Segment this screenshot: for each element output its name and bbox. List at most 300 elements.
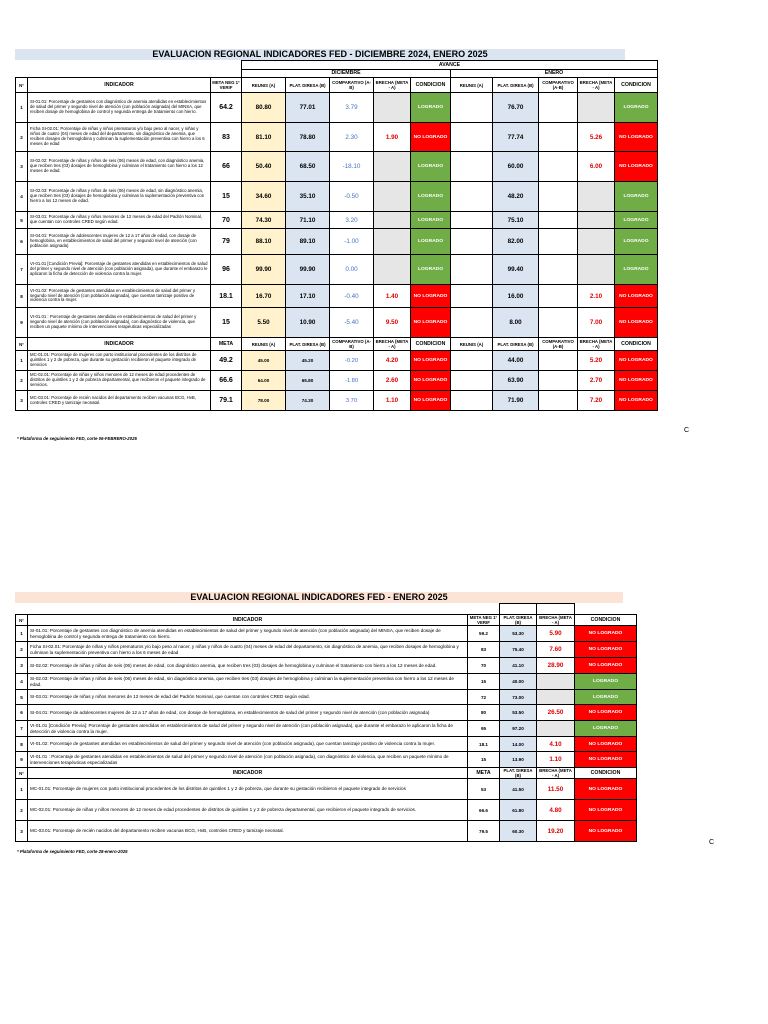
indicator-text: VI-01.01 : Porcentaje de gestantes atendidas en establecimientos de salud del primer y segundo nivel de atención (con población asignada), con diagnóstico de violencia, que reciben un paquete mínimo de intervenciones terapéuticas especializadas — [28, 308, 211, 338]
plat-dic-value: 68.50 — [286, 152, 330, 182]
report1-side-mark: C — [684, 427, 690, 434]
indicator-text: SI-03.01: Porcentaje de niñas y niños menores de 12 meses de edad del Padrón Nominal, que cuentan con controles CRED según edad. — [28, 212, 211, 229]
comp-dic-value: 3.79 — [330, 93, 374, 123]
comp-dic-value: 3.20 — [330, 212, 374, 229]
condition-dic-badge: NO LOGRADO — [411, 371, 451, 391]
plat-dic-value: 74.30 — [286, 391, 330, 411]
brecha-ene-value: 2.10 — [578, 285, 615, 308]
row-number: 2 — [16, 642, 28, 658]
col2-indicador-2: INDICADOR — [28, 768, 468, 779]
condition-badge: NO LOGRADO — [575, 705, 637, 721]
plat-dic-value: 71.10 — [286, 212, 330, 229]
condition-dic-badge: LOGRADO — [411, 255, 451, 285]
comp-dic-value: -0.50 — [330, 182, 374, 212]
brecha-value: 4.80 — [537, 800, 575, 821]
reunis-ene-value — [451, 371, 493, 391]
row-number: 9 — [16, 308, 28, 338]
table-row — [16, 212, 658, 229]
reunis-dic-value: 45.00 — [242, 351, 286, 371]
col-plat-ene-2: PLAT. DIRESA (B) — [493, 338, 539, 351]
brecha-ene-value: 2.70 — [578, 371, 615, 391]
plat-value: 60.30 — [500, 821, 537, 842]
meta-value: 18.1 — [211, 285, 242, 308]
row-number: 3 — [16, 391, 28, 411]
row-number: 6 — [16, 229, 28, 255]
row-number: 1 — [16, 779, 28, 800]
col-n: N° — [16, 78, 28, 93]
row-number: 3 — [16, 152, 28, 182]
comp-ene-value — [539, 152, 578, 182]
plat-dic-value: 45.20 — [286, 351, 330, 371]
brecha-dic-value: 1.90 — [374, 123, 411, 152]
reunis-dic-value: 74.30 — [242, 212, 286, 229]
reunis-ene-value — [451, 212, 493, 229]
plat-ene-value: 71.90 — [493, 391, 539, 411]
table-row — [16, 308, 658, 338]
plat-ene-value: 75.10 — [493, 212, 539, 229]
comp-dic-value: -5.40 — [330, 308, 374, 338]
condition-ene-badge: NO LOGRADO — [615, 285, 658, 308]
plat-ene-value: 16.00 — [493, 285, 539, 308]
meta-value: 15 — [468, 752, 500, 768]
row-number: 4 — [16, 182, 28, 212]
comp-dic-value: -1.00 — [330, 229, 374, 255]
reunis-dic-value: 80.80 — [242, 93, 286, 123]
col-reunis-dic-2: REUNIS (A) — [242, 338, 286, 351]
col2-cond: CONDICION — [575, 615, 637, 626]
report2-footnote: * Plataforma de seguimiento FED, corte 28-enero-2025 — [17, 849, 128, 854]
row-number: 1 — [16, 93, 28, 123]
condition-badge: NO LOGRADO — [575, 737, 637, 752]
meta-value: 66.6 — [211, 371, 242, 391]
row-number: 6 — [16, 705, 28, 721]
col2-plat-2: PLAT. DIRESA (B) — [500, 768, 537, 779]
col-indicador: INDICADOR — [28, 78, 211, 93]
brecha-value: 5.90 — [537, 626, 575, 642]
condition-dic-badge: LOGRADO — [411, 229, 451, 255]
brecha-dic-value — [374, 229, 411, 255]
meta-value: 64.2 — [211, 93, 242, 123]
table-row — [16, 391, 658, 411]
reunis-ene-value — [451, 391, 493, 411]
condition-ene-badge: LOGRADO — [615, 182, 658, 212]
col-comp-dic-2: COMPARATIVO (A-B) — [330, 338, 374, 351]
meta-value: 15 — [468, 674, 500, 690]
brecha-value: 26.50 — [537, 705, 575, 721]
condition-dic-badge: LOGRADO — [411, 182, 451, 212]
brecha-value — [537, 721, 575, 737]
table-row — [16, 182, 658, 212]
brecha-dic-value: 4.20 — [374, 351, 411, 371]
reunis-ene-value — [451, 351, 493, 371]
brecha-ene-value: 7.00 — [578, 308, 615, 338]
reunis-ene-value — [451, 152, 493, 182]
table-row — [16, 779, 637, 800]
meta-value: 83 — [468, 642, 500, 658]
brecha-value — [537, 674, 575, 690]
meta-value: 53 — [468, 779, 500, 800]
condition-ene-badge: LOGRADO — [615, 255, 658, 285]
row-number: 4 — [16, 674, 28, 690]
table-row — [16, 626, 637, 642]
indicator-text: SI-02.02: Porcentaje de niñas y niños de seis (06) meses de edad, con diagnóstico anemia, que reciben tres (03) dosajes de hemoglobina y culminan el tratamiento con hierro a los 12 meses de edad. — [28, 152, 211, 182]
brecha-dic-value — [374, 152, 411, 182]
col2-meta: META NEG 1° VERIF — [468, 615, 500, 626]
row-number: 7 — [16, 721, 28, 737]
indicator-text: VI-01.01 : Porcentaje de gestantes atendidas en establecimientos de salud del primer y segundo nivel de atención (con población asignada), con diagnóstico de violencia, que reciben un paquete mínimo de intervenciones terapéuticas especializadas — [28, 752, 468, 768]
table-row — [16, 123, 658, 152]
comp-ene-value — [539, 182, 578, 212]
plat-value: 13.90 — [500, 752, 537, 768]
reunis-dic-value: 5.50 — [242, 308, 286, 338]
plat-value: 73.00 — [500, 690, 537, 705]
condition-ene-badge: NO LOGRADO — [615, 123, 658, 152]
col2-meta-2: META — [468, 768, 500, 779]
brecha-ene-value — [578, 93, 615, 123]
meta-value: 72 — [468, 690, 500, 705]
brecha-ene-value — [578, 212, 615, 229]
condition-ene-badge: LOGRADO — [615, 212, 658, 229]
plat-value: 14.00 — [500, 737, 537, 752]
plat-value: 41.50 — [500, 779, 537, 800]
reunis-dic-value: 64.00 — [242, 371, 286, 391]
plat-dic-value: 99.90 — [286, 255, 330, 285]
condition-badge: NO LOGRADO — [575, 658, 637, 674]
condition-dic-badge: LOGRADO — [411, 212, 451, 229]
brecha-ene-value: 6.00 — [578, 152, 615, 182]
col-brecha-ene-2: BRECHA (META - A) — [578, 338, 615, 351]
table-row — [16, 229, 658, 255]
plat-dic-value: 35.10 — [286, 182, 330, 212]
reunis-ene-value — [451, 308, 493, 338]
meta-value: 70 — [211, 212, 242, 229]
comp-dic-value: 2.30 — [330, 123, 374, 152]
table-row — [16, 371, 658, 391]
condition-badge: NO LOGRADO — [575, 642, 637, 658]
condition-ene-badge: NO LOGRADO — [615, 308, 658, 338]
indicator-text: MC-01.01: Porcentaje de mujeres con parto institucional procedentes de los distritos de quintiles 1 y 2 de pobreza, que durante su gestación recibieron el paquete integrado de servicios — [28, 779, 468, 800]
plat-dic-value: 17.10 — [286, 285, 330, 308]
condition-badge: NO LOGRADO — [575, 752, 637, 768]
brecha-ene-value — [578, 229, 615, 255]
plat-value: 61.80 — [500, 800, 537, 821]
comp-dic-value: -18.10 — [330, 152, 374, 182]
indicator-text: SI-02.03: Porcentaje de niñas y niños de seis (06) meses de edad, sin diagnóstico anemia, que reciben tres (03) dosajes de hemoglobina y culminan la suplementación preventiva con hierro a los 12 meses de edad. — [28, 182, 211, 212]
report1-table-wrap — [15, 60, 658, 411]
plat-ene-value: 77.74 — [493, 123, 539, 152]
report2-table — [15, 603, 637, 842]
indicator-text: SI-02.03: Porcentaje de niñas y niños de seis (06) meses de edad, sin diagnóstico anemia, que reciben tres (03) dosajes de hemoglobina y culminan la suplementación preventiva con hierro a los 12 meses de edad. — [28, 674, 468, 690]
col-n-2: N° — [16, 338, 28, 351]
brecha-value: 28.90 — [537, 658, 575, 674]
brecha-value: 11.50 — [537, 779, 575, 800]
reunis-dic-value: 78.00 — [242, 391, 286, 411]
meta-value: 66.6 — [468, 800, 500, 821]
condition-dic-badge: LOGRADO — [411, 152, 451, 182]
plat-ene-value: 99.40 — [493, 255, 539, 285]
plat-dic-value: 65.80 — [286, 371, 330, 391]
plat-value: 53.30 — [500, 626, 537, 642]
condition-dic-badge: NO LOGRADO — [411, 308, 451, 338]
indicator-text: SI-01.01: Porcentaje de gestantes con diagnóstico de anemia atendidas en establecimientos de salud del primer y segundo nivel de atención (con población asignada) del MINSA, que reciben dosaje de hemoglobina de control y segunda entrega de tratamiento con hierro. — [28, 626, 468, 642]
indicator-text: MC-02.01: Porcentaje de niñas y niños menores de 12 meses de edad procedentes de distritos de quintiles 1 y 2 de pobreza departamental, que recibieron el paquete integrado de servicios. — [28, 800, 468, 821]
meta-value: 83 — [211, 123, 242, 152]
report2-table-wrap — [15, 603, 637, 842]
indicator-text: SI-03.01: Porcentaje de niñas y niños menores de 12 meses de edad del Padrón Nominal, que cuentan con controles CRED según edad. — [28, 690, 468, 705]
report1-title: EVALUACION REGIONAL INDICADORES FED - DICIEMBRE 2024, ENERO 2025 — [15, 49, 625, 60]
col2-cond-2: CONDICION — [575, 768, 637, 779]
meta-value: 80 — [468, 705, 500, 721]
table-row — [16, 658, 637, 674]
plat-ene-value: 60.00 — [493, 152, 539, 182]
brecha-dic-value — [374, 182, 411, 212]
condition-ene-badge: NO LOGRADO — [615, 152, 658, 182]
comp-ene-value — [539, 391, 578, 411]
comp-ene-value — [539, 285, 578, 308]
plat-dic-value: 77.01 — [286, 93, 330, 123]
indicator-text: VI-01.01 [Condición Previa]: Porcentaje de gestantes atendidas en establecimientos de salud del primer y segundo nivel de atención (con población asignada), que durante el embarazo le aplicaron la ficha de detección de violencia contra la mujer. — [28, 255, 211, 285]
col-plat-dic-2: PLAT. DIRESA (B) — [286, 338, 330, 351]
comp-dic-value: 3.70 — [330, 391, 374, 411]
plat-ene-value: 63.90 — [493, 371, 539, 391]
table-row — [16, 351, 658, 371]
table-row — [16, 737, 637, 752]
condition-badge: NO LOGRADO — [575, 779, 637, 800]
avance-header: AVANCE — [242, 61, 658, 70]
condition-ene-badge: NO LOGRADO — [615, 351, 658, 371]
indicator-text: SI-02.02: Porcentaje de niñas y niños de seis (06) meses de edad, con diagnóstico anemia, que reciben tres (03) dosajes de hemoglobina y culminan el tratamiento con hierro a los 12 meses de edad. — [28, 658, 468, 674]
condition-dic-badge: LOGRADO — [411, 93, 451, 123]
reunis-ene-value — [451, 229, 493, 255]
plat-ene-value: 48.20 — [493, 182, 539, 212]
meta-value: 49.2 — [211, 351, 242, 371]
brecha-dic-value — [374, 212, 411, 229]
row-number: 2 — [16, 800, 28, 821]
reunis-dic-value: 99.90 — [242, 255, 286, 285]
table-row — [16, 255, 658, 285]
reunis-ene-value — [451, 285, 493, 308]
plat-value: 75.40 — [500, 642, 537, 658]
meta-value: 18.1 — [468, 737, 500, 752]
col-plat-ene: PLAT. DIRESA (B) — [493, 78, 539, 93]
col2-indicador: INDICADOR — [28, 615, 468, 626]
row-number: 3 — [16, 821, 28, 842]
condition-ene-badge: NO LOGRADO — [615, 371, 658, 391]
table-row — [16, 705, 637, 721]
report1-table — [15, 60, 658, 411]
table-row — [16, 800, 637, 821]
condition-badge: LOGRADO — [575, 674, 637, 690]
row-number: 1 — [16, 626, 28, 642]
plat-value: 53.50 — [500, 705, 537, 721]
col-reunis-dic: REUNIS (A) — [242, 78, 286, 93]
reunis-ene-value — [451, 182, 493, 212]
row-number: 5 — [16, 690, 28, 705]
brecha-ene-value: 7.20 — [578, 391, 615, 411]
row-number: 2 — [16, 371, 28, 391]
brecha-value: 1.10 — [537, 752, 575, 768]
col-indicador-2: INDICADOR — [28, 338, 211, 351]
brecha-ene-value — [578, 255, 615, 285]
table-row — [16, 93, 658, 123]
condition-badge: NO LOGRADO — [575, 821, 637, 842]
plat-dic-value: 78.80 — [286, 123, 330, 152]
comp-dic-value: 0.00 — [330, 255, 374, 285]
row-number: 7 — [16, 255, 28, 285]
brecha-value — [537, 690, 575, 705]
brecha-dic-value: 1.40 — [374, 285, 411, 308]
plat-dic-value: 10.90 — [286, 308, 330, 338]
col-cond-ene-2: CONDICION — [615, 338, 658, 351]
table-row — [16, 285, 658, 308]
plat-value: 97.20 — [500, 721, 537, 737]
indicator-text: MC-01.01: Porcentaje de mujeres con parto institucional procedentes de los distritos de quintiles 1 y 2 de pobreza, que durante su gestación recibieron el paquete integrado de servicios — [28, 351, 211, 371]
col-comp-dic: COMPARATIVO (A-B) — [330, 78, 374, 93]
indicator-text: MC-02.01: Porcentaje de niñas y niños menores de 12 meses de edad procedentes de distritos de quintiles 1 y 2 de pobreza departamental, que recibieron el paquete integrado de servicios. — [28, 371, 211, 391]
month-ene-header: ENERO — [451, 70, 658, 78]
report1-footnote: * Plataforma de seguimiento FED, corte 06-FEBRERO-2025 — [17, 436, 137, 441]
report2-title: EVALUACION REGIONAL INDICADORES FED - ENERO 2025 — [15, 592, 623, 603]
comp-dic-value: -0.40 — [330, 285, 374, 308]
row-number: 3 — [16, 658, 28, 674]
col-reunis-ene-2: REUNIS (A) — [451, 338, 493, 351]
col-reunis-ene: REUNIS (A) — [451, 78, 493, 93]
brecha-value: 19.20 — [537, 821, 575, 842]
table-row — [16, 152, 658, 182]
col-meta-2: META — [211, 338, 242, 351]
condition-dic-badge: NO LOGRADO — [411, 351, 451, 371]
col2-plat: PLAT. DIRESA (B) — [500, 615, 537, 626]
table-row — [16, 690, 637, 705]
reunis-dic-value: 16.70 — [242, 285, 286, 308]
report2-side-mark: C — [709, 839, 715, 846]
row-number: 1 — [16, 351, 28, 371]
reunis-dic-value: 34.60 — [242, 182, 286, 212]
condition-dic-badge: NO LOGRADO — [411, 391, 451, 411]
condition-ene-badge: LOGRADO — [615, 229, 658, 255]
brecha-dic-value — [374, 93, 411, 123]
row-number: 8 — [16, 285, 28, 308]
brecha-value: 4.10 — [537, 737, 575, 752]
condition-badge: NO LOGRADO — [575, 800, 637, 821]
comp-dic-value: -0.20 — [330, 351, 374, 371]
col-brecha-dic: BRECHA (META - A) — [374, 78, 411, 93]
col2-n-2: N° — [16, 768, 28, 779]
condition-dic-badge: NO LOGRADO — [411, 123, 451, 152]
col-brecha-dic-2: BRECHA (META - A) — [374, 338, 411, 351]
comp-ene-value — [539, 93, 578, 123]
condition-dic-badge: NO LOGRADO — [411, 285, 451, 308]
table-row — [16, 721, 637, 737]
reunis-ene-value — [451, 123, 493, 152]
indicator-text: MC-03.01: Porcentaje de recién nacidos del departamento reciben vacunas BCG, HvB, controles CRED y tamizaje neonatal. — [28, 821, 468, 842]
row-number: 8 — [16, 737, 28, 752]
indicator-text: MC-03.01: Porcentaje de recién nacidos del departamento reciben vacunas BCG, HvB, controles CRED y tamizaje neonatal. — [28, 391, 211, 411]
indicator-text: VI-01.02: Porcentaje de gestantes atendidas en establecimientos de salud del primer y segundo nivel de atención (con población asignada), que cuentan tamizaje positivo de violencia contra la mujer. — [28, 285, 211, 308]
table-row — [16, 674, 637, 690]
brecha-dic-value: 2.60 — [374, 371, 411, 391]
indicator-text: VI-01.01 [Condición Previa]: Porcentaje de gestantes atendidas en establecimientos de salud del primer y segundo nivel de atención (con población asignada), que durante el embarazo le aplicaron la ficha de detección de violencia contra la mujer. — [28, 721, 468, 737]
col-cond-ene: CONDICION — [615, 78, 658, 93]
col-comp-ene-2: COMPARATIVO (A-B) — [539, 338, 578, 351]
indicator-text: SI-04.01: Porcentaje de adolescentes mujeres de 12 a 17 años de edad, con dosaje de hemoglobina, en establecimientos de salud del primer y segundo nivel de atención (con población asignada) — [28, 705, 468, 721]
comp-ene-value — [539, 123, 578, 152]
brecha-dic-value — [374, 255, 411, 285]
col2-brecha-2: BRECHA (META - A) — [537, 768, 575, 779]
meta-value: 15 — [211, 182, 242, 212]
condition-badge: LOGRADO — [575, 690, 637, 705]
brecha-value: 7.60 — [537, 642, 575, 658]
meta-value: 59.2 — [468, 626, 500, 642]
condition-ene-badge: NO LOGRADO — [615, 391, 658, 411]
col-brecha-ene: BRECHA (META - A) — [578, 78, 615, 93]
plat-value: 40.00 — [500, 674, 537, 690]
table-row — [16, 752, 637, 768]
indicator-text: VI-01.02: Porcentaje de gestantes atendidas en establecimientos de salud del primer y segundo nivel de atención (con población asignada), que cuentan tamizaje positivo de violencia contra la mujer. — [28, 737, 468, 752]
comp-ene-value — [539, 351, 578, 371]
brecha-dic-value: 1.10 — [374, 391, 411, 411]
meta-value: 79 — [211, 229, 242, 255]
plat-ene-value: 76.70 — [493, 93, 539, 123]
comp-ene-value — [539, 371, 578, 391]
comp-ene-value — [539, 308, 578, 338]
plat-dic-value: 89.10 — [286, 229, 330, 255]
indicator-text: SI-04.01: Porcentaje de adolescentes mujeres de 12 a 17 años de edad, con dosaje de hemoglobina, en establecimientos de salud del primer y segundo nivel de atención (con población asignada) — [28, 229, 211, 255]
row-number: 9 — [16, 752, 28, 768]
brecha-ene-value: 5.20 — [578, 351, 615, 371]
plat-ene-value: 82.00 — [493, 229, 539, 255]
col2-n: N° — [16, 615, 28, 626]
plat-value: 41.10 — [500, 658, 537, 674]
condition-badge: NO LOGRADO — [575, 626, 637, 642]
table-row — [16, 821, 637, 842]
condition-badge: LOGRADO — [575, 721, 637, 737]
month-dic-header: DICIEMBRE — [242, 70, 451, 78]
meta-value: 79.5 — [468, 821, 500, 842]
comp-ene-value — [539, 229, 578, 255]
table-row — [16, 642, 637, 658]
col-comp-ene: COMPARATIVO (A-B) — [539, 78, 578, 93]
col-cond-dic: CONDICION — [411, 78, 451, 93]
indicator-text: Ficha SI-02.01: Porcentaje de niñas y niños prematuros y/o bajo peso al nacer, y niñas y niños de cuatro (04) meses de edad del departamento, sin diagnóstico de anemia, que reciben dosajes de hemoglobina y culminan la suplementación preventiva con hierro a los 6 meses de edad — [28, 123, 211, 152]
indicator-text: Ficha SI-02.01: Porcentaje de niñas y niños prematuros y/o bajo peso al nacer, y niñas y niños de cuatro (04) meses de edad del departamento, sin diagnóstico de anemia, que reciben dosajes de hemoglobina y culminan la suplementación preventiva con hierro a los 6 meses de edad — [28, 642, 468, 658]
meta-value: 70 — [468, 658, 500, 674]
meta-value: 95 — [468, 721, 500, 737]
reunis-dic-value: 81.10 — [242, 123, 286, 152]
comp-ene-value — [539, 212, 578, 229]
reunis-ene-value — [451, 255, 493, 285]
reunis-dic-value: 88.10 — [242, 229, 286, 255]
row-number: 5 — [16, 212, 28, 229]
col-cond-dic-2: CONDICION — [411, 338, 451, 351]
brecha-ene-value: 5.26 — [578, 123, 615, 152]
comp-ene-value — [539, 255, 578, 285]
brecha-dic-value: 9.50 — [374, 308, 411, 338]
meta-value: 79.1 — [211, 391, 242, 411]
row-number: 2 — [16, 123, 28, 152]
col2-brecha: BRECHA (META - A) — [537, 615, 575, 626]
reunis-ene-value — [451, 93, 493, 123]
col-meta: META NEG 1° VERIF — [211, 78, 242, 93]
brecha-ene-value — [578, 182, 615, 212]
condition-ene-badge: LOGRADO — [615, 93, 658, 123]
reunis-dic-value: 50.40 — [242, 152, 286, 182]
indicator-text: SI-01.01: Porcentaje de gestantes con diagnóstico de anemia atendidas en establecimientos de salud del primer y segundo nivel de atención (con población asignada) del MINSA, que reciben dosaje de hemoglobina de control y segunda entrega de tratamiento con hierro. — [28, 93, 211, 123]
plat-ene-value: 8.00 — [493, 308, 539, 338]
meta-value: 15 — [211, 308, 242, 338]
comp-dic-value: -1.80 — [330, 371, 374, 391]
col-plat-dic: PLAT. DIRESA (B) — [286, 78, 330, 93]
